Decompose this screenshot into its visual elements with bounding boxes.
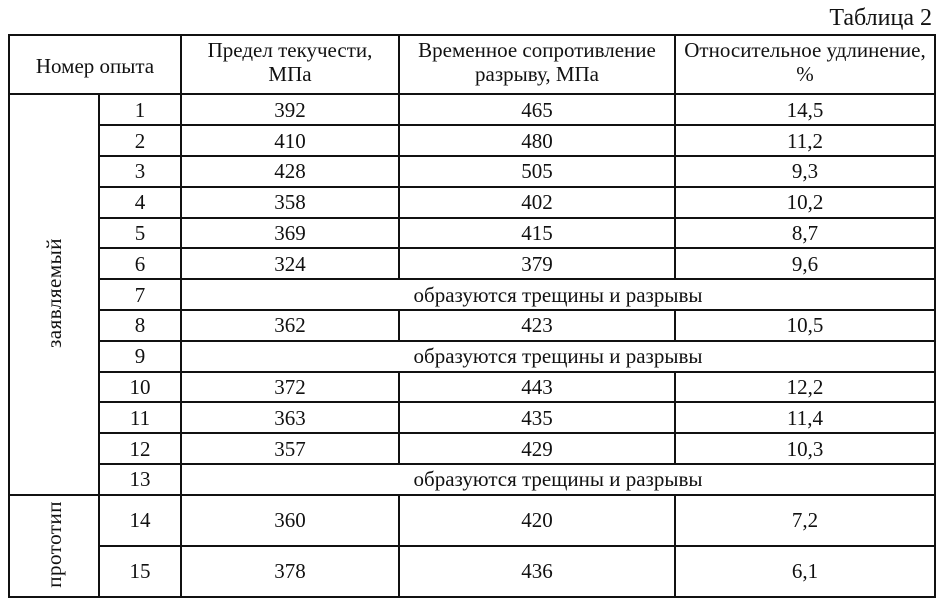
table-caption: Таблица 2: [829, 5, 932, 31]
header-row: [9, 35, 935, 94]
note-cell: образуются трещины и разрывы: [181, 341, 935, 372]
tensile-strength-cell: 436: [399, 546, 675, 597]
note-cell: образуются трещины и разрывы: [181, 464, 935, 495]
group-label-cell: [9, 94, 99, 494]
elongation-cell: 9,6: [675, 248, 935, 279]
group-label: прототип: [42, 500, 66, 588]
elongation-cell: 10,5: [675, 310, 935, 341]
table-row: [9, 372, 935, 403]
experiment-number-cell: 9: [99, 341, 181, 372]
note-cell: образуются трещины и разрывы: [181, 279, 935, 310]
yield-strength-cell: 358: [181, 187, 399, 218]
yield-strength-cell: 392: [181, 94, 399, 125]
yield-strength-cell: 372: [181, 372, 399, 403]
yield-strength-cell: 363: [181, 402, 399, 433]
table-row: [9, 125, 935, 156]
table-row: [9, 433, 935, 464]
yield-strength-cell: 362: [181, 310, 399, 341]
elongation-cell: 7,2: [675, 495, 935, 546]
yield-strength-cell: 410: [181, 125, 399, 156]
header-tensile-strength: Временное сопротивление разрыву, МПа: [399, 35, 675, 94]
yield-strength-cell: 428: [181, 156, 399, 187]
elongation-cell: 12,2: [675, 372, 935, 403]
tensile-strength-cell: 435: [399, 402, 675, 433]
elongation-cell: 6,1: [675, 546, 935, 597]
table-row: [9, 546, 935, 597]
group-label: заявляемый: [42, 237, 66, 348]
elongation-cell: 10,2: [675, 187, 935, 218]
experiment-number-cell: 6: [99, 248, 181, 279]
experiment-number-cell: 14: [99, 495, 181, 546]
yield-strength-cell: 360: [181, 495, 399, 546]
tensile-strength-cell: 423: [399, 310, 675, 341]
tensile-strength-cell: 429: [399, 433, 675, 464]
tensile-strength-cell: 505: [399, 156, 675, 187]
tensile-strength-cell: 420: [399, 495, 675, 546]
experiment-number-cell: 13: [99, 464, 181, 495]
table-row: [9, 279, 935, 310]
elongation-cell: 9,3: [675, 156, 935, 187]
results-table: [8, 34, 936, 598]
group-label-cell: [9, 495, 99, 597]
experiment-number-cell: 15: [99, 546, 181, 597]
experiment-number-cell: 4: [99, 187, 181, 218]
experiment-number-cell: 7: [99, 279, 181, 310]
tensile-strength-cell: 379: [399, 248, 675, 279]
tensile-strength-cell: 402: [399, 187, 675, 218]
table-row: [9, 218, 935, 249]
header-experiment-number: Номер опыта: [9, 35, 181, 94]
experiment-number-cell: 2: [99, 125, 181, 156]
yield-strength-cell: 357: [181, 433, 399, 464]
elongation-cell: 11,4: [675, 402, 935, 433]
tensile-strength-cell: 415: [399, 218, 675, 249]
experiment-number-cell: 5: [99, 218, 181, 249]
table-row: [9, 310, 935, 341]
experiment-number-cell: 10: [99, 372, 181, 403]
tensile-strength-cell: 443: [399, 372, 675, 403]
tensile-strength-cell: 465: [399, 94, 675, 125]
experiment-number-cell: 1: [99, 94, 181, 125]
table-row: [9, 341, 935, 372]
yield-strength-cell: 369: [181, 218, 399, 249]
yield-strength-cell: 324: [181, 248, 399, 279]
elongation-cell: 11,2: [675, 125, 935, 156]
table-row: [9, 402, 935, 433]
experiment-number-cell: 3: [99, 156, 181, 187]
table-row: [9, 464, 935, 495]
table-row: [9, 94, 935, 125]
yield-strength-cell: 378: [181, 546, 399, 597]
header-elongation: Относительное удлинение, %: [675, 35, 935, 94]
elongation-cell: 8,7: [675, 218, 935, 249]
experiment-number-cell: 11: [99, 402, 181, 433]
tensile-strength-cell: 480: [399, 125, 675, 156]
table-row: [9, 495, 935, 546]
elongation-cell: 10,3: [675, 433, 935, 464]
experiment-number-cell: 8: [99, 310, 181, 341]
table-row: [9, 248, 935, 279]
table-row: [9, 156, 935, 187]
header-yield-strength: Предел текучести, МПа: [181, 35, 399, 94]
experiment-number-cell: 12: [99, 433, 181, 464]
table-row: [9, 187, 935, 218]
elongation-cell: 14,5: [675, 94, 935, 125]
